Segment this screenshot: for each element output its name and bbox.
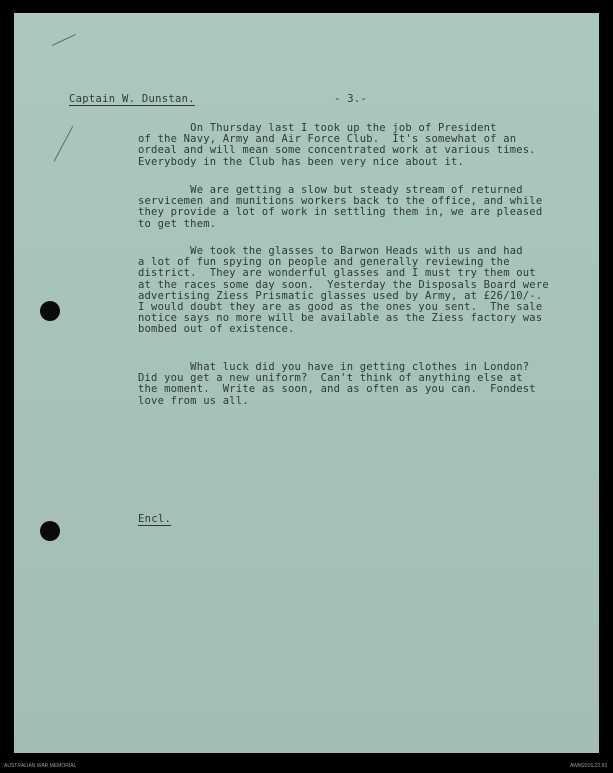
paragraph-glasses: We took the glasses to Barwon Heads with us and had a lot of fun spying on people and generally reviewing the district. They are wonderful glasses and I must try them out at the races some day soon. Yesterday the Disposals Board were advertising Ziess Prismatic glasses used by Army, at £26/10/-. I would doubt they are as good as the ones you sent. The sale notice says no more will be available as the Ziess factory was bombed out of existence. [138,245,549,336]
paragraph-returned-servicemen: We are getting a slow but steady stream of returned servicemen and munitions workers back to the office, and while they provide a lot of work in settling them in, we are pleased to get them. [138,184,543,230]
paragraph-club-presidency: On Thursday last I took up the job of President of the Navy, Army and Air Force Club. It's somewhat of an ordeal and will mean some concentrated work at various times. Everybody in the Club has been very nice about it. [138,122,536,168]
addressee: Captain W. Dunstan. [69,93,195,105]
letter-header [69,93,559,107]
letter-page [14,13,599,753]
punch-hole-top [40,301,60,321]
pencil-mark [54,126,74,162]
paragraph-clothes: What luck did you have in getting clothes in London? Did you get a new uniform? Can't think of anything else at the moment. Write as soon, and as often as you can. Fondest love from us all. [138,361,536,407]
page-number: - 3.- [334,93,368,105]
punch-hole-bottom [40,521,60,541]
archive-reference: AWM2016.22.93 [569,763,607,769]
archive-credit: AUSTRALIAN WAR MEMORIAL [4,763,77,769]
pencil-mark [52,34,76,46]
enclosure-note: Encl. [138,513,172,525]
archive-footer [0,761,613,771]
